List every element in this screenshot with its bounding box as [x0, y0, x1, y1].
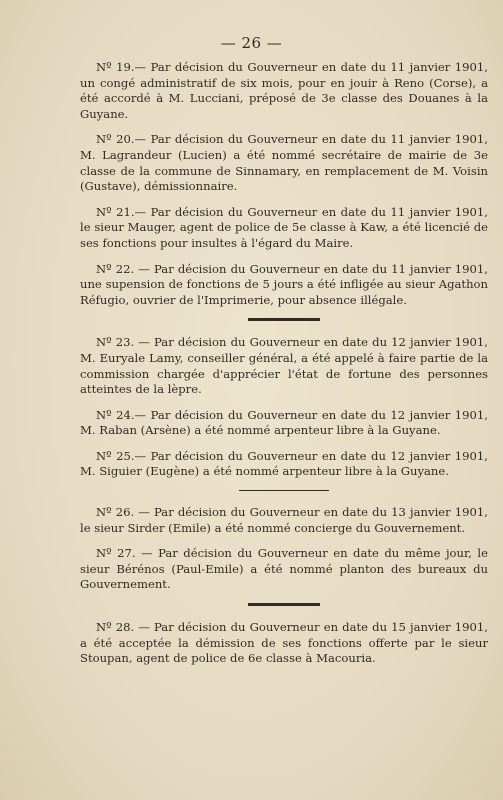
decision-entry-27: Nº 27. — Par décision du Gouverneur en date du même jour, le sieur Bérénos (Paul-Emile) a été nommé planton des bureaux du Gouvernement.: [80, 546, 488, 592]
decision-entry-21: Nº 21.— Par décision du Gouverneur en date du 11 janvier 1901, le sieur Mauger, agent de police de 5e classe à Kaw, a été licencié de ses fonctions pour insultes à l'égard du Maire.: [80, 204, 488, 250]
decision-entry-22: Nº 22. — Par décision du Gouverneur en date du 11 janvier 1901, une supension de fonctions de 5 jours a été infligée au sieur Agathon Réfugio, ouvrier de l'Imprimerie, pour absence illégale.: [80, 261, 488, 307]
section-divider-1: [248, 318, 320, 321]
decision-entry-23: Nº 23. — Par décision du Gouverneur en date du 12 janvier 1901, M. Euryale Lamy, conseiller général, a été appelé à faire partie de la commission chargée d'apprécier l'état de fortune des personnes atteintes de la lèpre.: [80, 335, 488, 397]
decision-entry-24: Nº 24.— Par décision du Gouverneur en date du 12 janvier 1901, M. Raban (Arsène) a été nommé arpenteur libre à la Guyane.: [80, 407, 488, 438]
section-divider-3: [248, 603, 320, 606]
decision-entry-19: Nº 19.— Par décision du Gouverneur en date du 11 janvier 1901, un congé administratif de six mois, pour en jouir à Reno (Corse), a été accordé à M. Lucciani, préposé de 3e classe des Douanes à la Guyane.: [80, 60, 488, 121]
page-number: — 26 —: [220, 34, 283, 52]
decision-entry-26: Nº 26. — Par décision du Gouverneur en date du 13 janvier 1901, le sieur Sirder (Emile) a été nommé concierge du Gouvernement.: [80, 505, 488, 535]
section-divider-2: [239, 490, 329, 491]
decision-entry-20: Nº 20.— Par décision du Gouverneur en date du 11 janvier 1901, M. Lagrandeur (Lucien) a été nommé secrétaire de mairie de 3e classe de la commune de Sinnamary, en remplacement de M. Voisin (Gustave), démissionnaire.: [80, 132, 488, 194]
decision-entry-28: Nº 28. — Par décision du Gouverneur en date du 15 janvier 1901, a été acceptée la démission de ses fonctions offerte par le sieur Stoupan, agent de police de 6e classe à Macouria.: [80, 620, 488, 666]
decisions-list: [80, 60, 488, 677]
decision-entry-25: Nº 25.— Par décision du Gouverneur en date du 12 janvier 1901, M. Siguier (Eugène) a été nommé arpenteur libre à la Guyane.: [80, 448, 488, 479]
